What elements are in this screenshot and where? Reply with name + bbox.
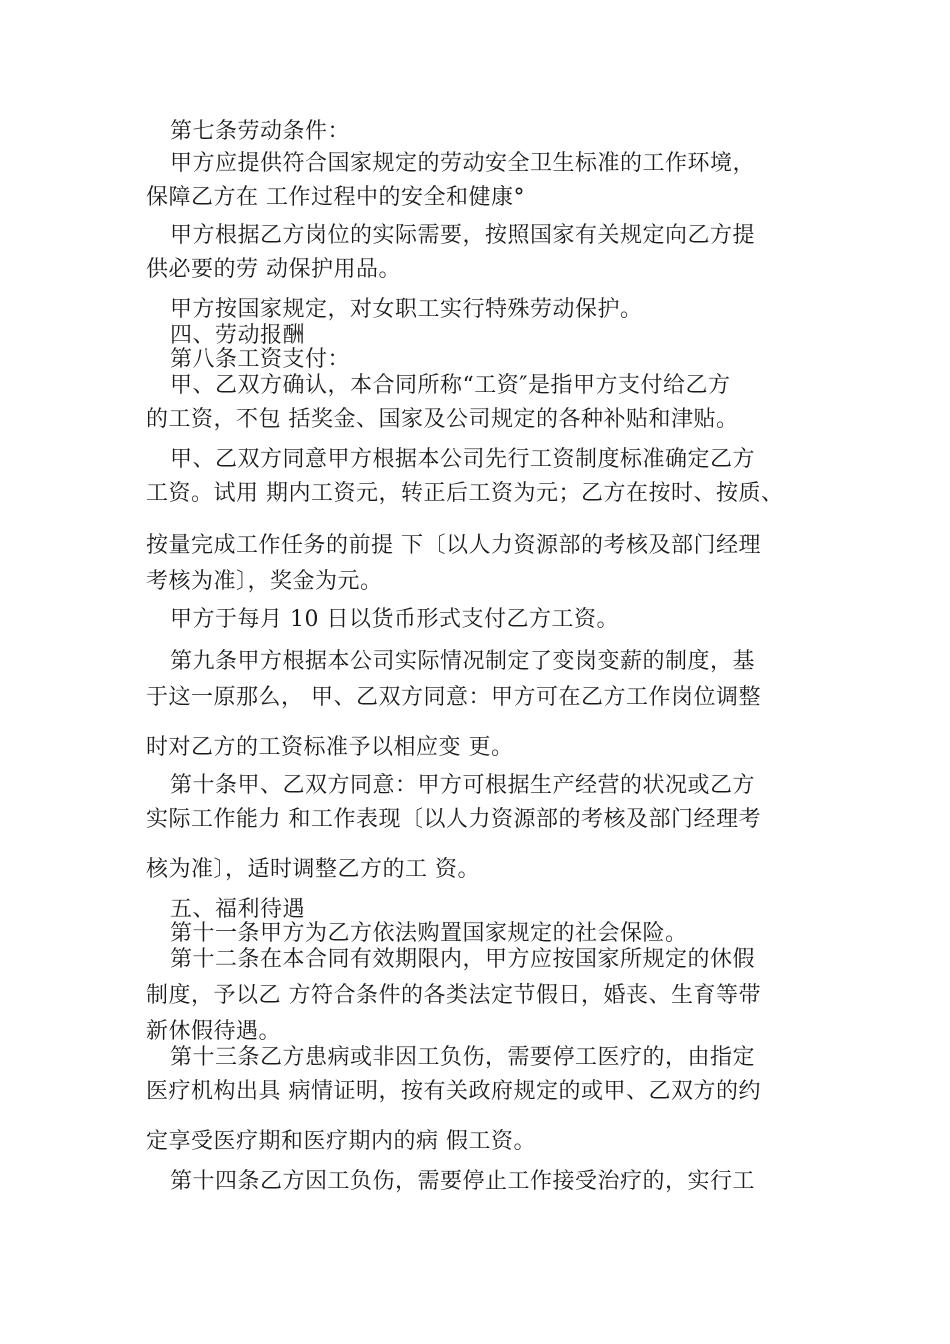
text-line: 于这一原那么， 甲、乙双方同意：甲方可在乙方工作岗位调整 <box>146 685 761 710</box>
section-heading: 五、福利待遇 <box>170 897 306 922</box>
section-heading: 四、劳动报酬 <box>170 323 306 348</box>
text-line: 工资。试用 期内工资元，转正后工资为元；乙方在按时、按质、 <box>146 481 784 506</box>
text-line: 甲、乙双方同意甲方根据本公司先行工资制度标准确定乙方 <box>170 447 756 472</box>
text-line: 第十三条乙方患病或非因工负伤，需要停工医疗的，由指定 <box>170 1045 756 1070</box>
text-line: 核为准〕，适时调整乙方的工 资。 <box>146 857 480 882</box>
text-line: 甲方根据乙方岗位的实际需要，按照国家有关规定向乙方提 <box>170 223 756 248</box>
text-line: 甲、乙双方确认，本合同所称“工资″是指甲方支付给乙方 <box>170 373 731 398</box>
text-line: 医疗机构出具 病情证明，按有关政府规定的或甲、乙双方的约 <box>146 1079 761 1104</box>
text-line: 第九条甲方根据本公司实际情况制定了变岗变薪的制度，基 <box>170 649 756 674</box>
text-line: 甲方于每月 10 日以货币形式支付乙方工资。 <box>170 607 619 632</box>
text-line: 按量完成工作任务的前提 下〔以人力资源部的考核及部门经理 <box>146 533 761 558</box>
text-line: 定享受医疗期和医疗期内的病 假工资。 <box>146 1129 536 1154</box>
text-line: 制度，予以乙 方符合条件的各类法定节假日，婚丧、生育等带 <box>146 983 761 1008</box>
text-line: 第十二条在本合同有效期限内，甲方应按国家所规定的休假 <box>170 947 756 972</box>
text-line: 第十一条甲方为乙方依法购置国家规定的社会保险。 <box>170 921 688 946</box>
text-line: 第十条甲、乙双方同意：甲方可根据生产经营的状况或乙方 <box>170 773 756 798</box>
text-line: 实际工作能力 和工作表现〔以人力资源部的考核及部门经理考 <box>146 807 761 832</box>
text-line: 供必要的劳 动保护用品。 <box>146 257 401 282</box>
text-line: 考核为准〕，奖金为元。 <box>146 569 383 594</box>
text-line: 时对乙方的工资标准予以相应变 更。 <box>146 735 514 760</box>
text-line: 第七条劳动条件： <box>170 119 351 144</box>
text-line: 第八条工资支付： <box>170 347 351 372</box>
text-line: 的工资，不包 括奖金、国家及公司规定的各种补贴和津贴。 <box>146 407 739 432</box>
text-line: 甲方按国家规定，对女职工实行特殊劳动保护。 <box>170 297 643 322</box>
text-line: 第十四条乙方因工负伤，需要停止工作接受治疗的，实行工 <box>170 1169 756 1194</box>
text-line: 新休假待遇。 <box>146 1019 282 1044</box>
text-line: 甲方应提供符合国家规定的劳动安全卫生标准的工作环境， <box>170 151 756 176</box>
text-line: 保障乙方在 工作过程中的安全和健康° <box>146 185 525 210</box>
